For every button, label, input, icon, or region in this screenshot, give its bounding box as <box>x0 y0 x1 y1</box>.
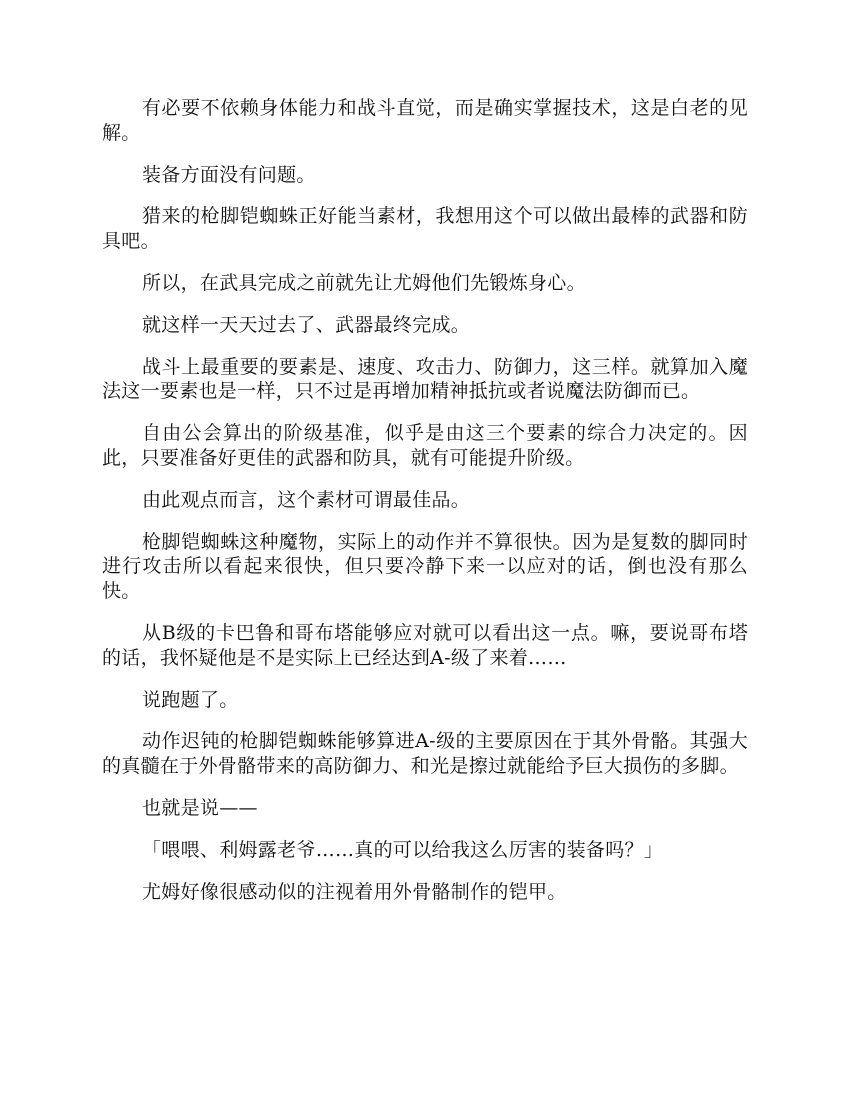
paragraph: 尤姆好像很感动似的注视着用外骨骼制作的铠甲。 <box>142 880 567 903</box>
document-page <box>102 96 748 1016</box>
paragraph: 动作迟钝的枪脚铠蜘蛛能够算进A-级的主要原因在于其外骨骼。其强大的真髓在于外骨骼带来的高防御力、和光是擦过就能给予巨大损伤的多脚。 <box>102 730 748 778</box>
paragraph: 也就是说—— <box>142 796 258 819</box>
paragraph: 所以，在武具完成之前就先让尤姆他们先锻炼身心。 <box>142 271 586 294</box>
paragraph: 由此观点而言，这个素材可谓最佳品。 <box>142 488 471 511</box>
paragraph: 从B级的卡巴鲁和哥布塔能够应对就可以看出这一点。嘛，要说哥布塔的话，我怀疑他是不是实际上已经达到A-级了来着…… <box>102 621 748 669</box>
paragraph: 有必要不依赖身体能力和战斗直觉，而是确实掌握技术，这是白老的见解。 <box>102 97 748 144</box>
paragraph: 自由公会算出的阶级基准，似乎是由这三个要素的综合力决定的。因此，只要准备好更佳的武器和防具，就有可能提升阶级。 <box>102 422 748 469</box>
paragraph: 就这样一天天过去了、武器最终完成。 <box>142 313 471 336</box>
paragraph: 「喂喂、利姆露老爷……真的可以给我这么厉害的装备吗？」 <box>142 838 664 861</box>
paragraph: 说跑题了。 <box>142 688 239 711</box>
paragraph: 装备方面没有问题。 <box>142 163 316 186</box>
paragraph: 枪脚铠蜘蛛这种魔物，实际上的动作并不算很快。因为是复数的脚同时进行攻击所以看起来很快，但只要冷静下来一以应对的话，倒也没有那么快。 <box>102 530 748 603</box>
paragraph: 猎来的枪脚铠蜘蛛正好能当素材，我想用这个可以做出最棒的武器和防具吧。 <box>102 205 748 253</box>
paragraph: 战斗上最重要的要素是、速度、攻击力、防御力，这三样。就算加入魔法这一要素也是一样，只不过是再增加精神抵抗或者说魔法防御而已。 <box>102 355 748 403</box>
